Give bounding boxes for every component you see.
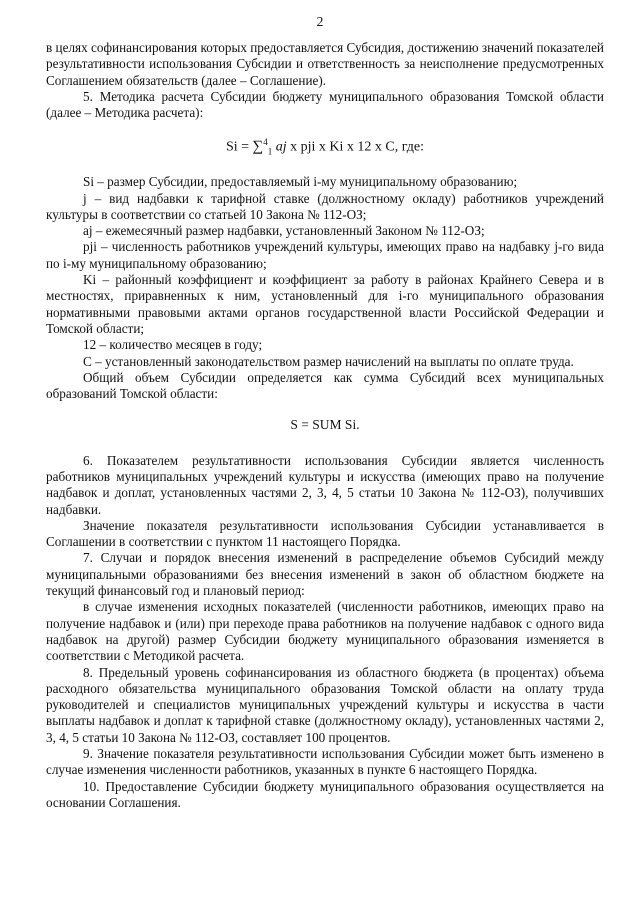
paragraph-7b: в случае изменения исходных показателей (численности работников, имеющих право на получение надбавок и (или) при переходе права работников на получение надбавок с одного вида надбавок на другой) размер Субсидии бюджету муниципального образования изменяется в соответствии с Методикой расчета. (46, 599, 604, 664)
definition-si: Si – размер Субсидии, предоставляемый i-му муниципальному образованию; (83, 174, 518, 190)
definition-ki: Ki – районный коэффициент и коэффициент за работу в районах Крайнего Севера и в местностях, приравненных к ним, установленный для i-го муниципального образования нормативными правовыми актами органов государственной власти Российской Федерации и Томской области; (46, 272, 604, 336)
definition-pji: pji – численность работников учреждений культуры, имеющих право на надбавку j-го вида по i-му муниципальному образованию; (46, 239, 604, 271)
paragraph-9: 9. Значение показателя результативности использования Субсидии может быть изменено в случае изменения численности работников, указанных в пункте 6 настоящего Порядка. (46, 746, 604, 778)
paragraph-7: 7. Случаи и порядок внесения изменений в распределение объемов Субсидий между муниципальными образованиями без внесения изменений в закон об областном бюджете на текущий финансовый год и плановый период: (46, 550, 604, 599)
definition-aj: aj – ежемесячный размер надбавки, установленный Законом № 112-ОЗ; (83, 223, 485, 239)
paragraph-8: 8. Предельный уровень софинансирования из областного бюджета (в процентах) объема расходного обязательства муниципального образования Томской области на оплату труда руководителей и специалистов муниципальных учреждений культуры и искусства в части выплаты надбавок и доплат к тарифной ставке (должностному окладу), установленных частями 2, 3, 4, 5 статьи 10 Закона № 112-ОЗ, составляет 100 процентов. (46, 664, 604, 745)
document-body (46, 40, 604, 811)
intro-paragraph: в целях софинансирования которых предоставляется Субсидия, достижению значений показателей результативности использования Субсидии и ответственность за неисполнение предусмотренных Соглашением обязательств (далее – Соглашение). (46, 40, 604, 88)
formula-s: S = SUM Si. (290, 417, 360, 433)
formula-si (46, 134, 604, 160)
sum-upper-limit: 4 (263, 137, 268, 148)
sum-lower-limit: 1 (267, 146, 273, 157)
paragraph-6b: Значение показателя результативности использования Субсидии устанавливается в Соглашении в соответствии с пунктом 11 настоящего Порядка. (46, 517, 604, 550)
formula-si-rest: x pji x Ki x 12 x C, где: (286, 140, 425, 156)
formula-aj: aj (275, 140, 287, 156)
definition-c: С – установленный законодательством размер начислений на выплаты по оплате труда. (83, 353, 574, 369)
definition-j: j – вид надбавки к тарифной ставке (должностному окладу) работников учреждений культуры в соответствии со статьей 10 Закона № 112-ОЗ; (46, 190, 604, 222)
sum-sign: ∑ (252, 139, 264, 156)
paragraph-6: 6. Показателем результативности использования Субсидии является численность работников муниципальных учреждений культуры и искусства (имеющих право на получение надбавок и доплат, установленных частями 2, 3, 4, 5 статьи 10 Закона № 112-ОЗ), получивших надбавки. (46, 452, 604, 517)
paragraph-5: 5. Методика расчета Субсидии бюджету муниципального образования Томской области (далее – Методика расчета): (46, 88, 604, 121)
paragraph-10: 10. Предоставление Субсидии бюджету муниципального образования осуществляется на основании Соглашения. (46, 778, 604, 810)
formula-si-left: Si = (225, 140, 253, 156)
definition-12: 12 – количество месяцев в году; (83, 337, 263, 353)
total-paragraph: Общий объем Субсидии определяется как сумма Субсидий всех муниципальных образований Томской области: (46, 369, 604, 402)
page-number: 2 (316, 14, 324, 29)
